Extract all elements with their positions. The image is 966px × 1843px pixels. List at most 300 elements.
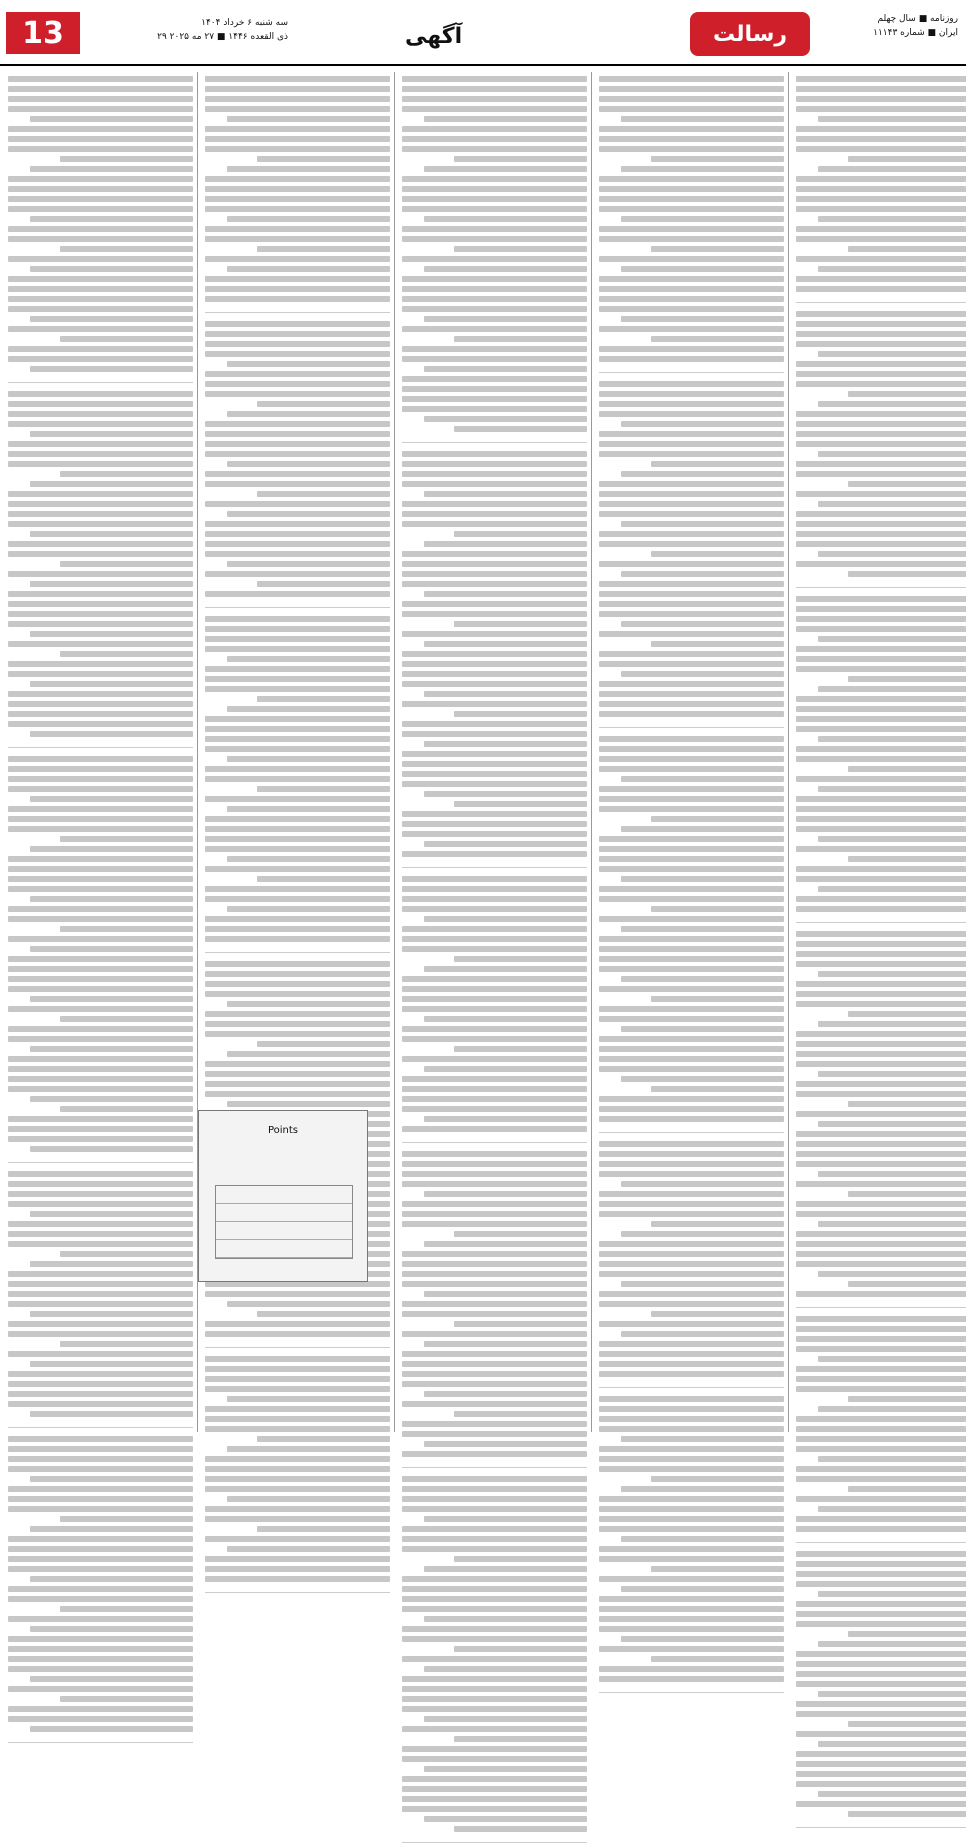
notice-text-line — [402, 946, 587, 952]
notice-text-line — [651, 1221, 784, 1227]
notice-text-line — [599, 896, 784, 902]
notice-text-line — [205, 1426, 390, 1432]
stamp-coordinate-grid — [215, 1185, 353, 1259]
notice-text-line — [8, 1221, 193, 1227]
notice-text-line — [454, 1736, 587, 1742]
notice-text-line — [621, 876, 784, 882]
notice-text-line — [205, 1456, 390, 1462]
notice-text-line — [796, 1161, 966, 1167]
notice-text-line — [402, 561, 587, 567]
notice-text-line — [227, 1301, 390, 1307]
notice-text-line — [424, 1441, 587, 1447]
notice-text-line — [8, 1456, 193, 1462]
notice-text-line — [424, 1616, 587, 1622]
notice-text-line — [599, 1361, 784, 1367]
legal-notice — [8, 391, 193, 748]
notice-text-line — [60, 836, 193, 842]
notice-text-line — [205, 846, 390, 852]
notice-text-line — [8, 1401, 193, 1407]
notice-text-line — [599, 846, 784, 852]
notice-text-line — [402, 1776, 587, 1782]
notice-text-line — [818, 216, 966, 222]
notice-text-line — [424, 916, 587, 922]
notice-text-line — [8, 196, 193, 202]
notice-text-line — [8, 236, 193, 242]
notice-text-line — [599, 1646, 784, 1652]
notice-text-line — [818, 1221, 966, 1227]
notice-text-line — [599, 756, 784, 762]
notice-text-line — [205, 126, 390, 132]
notice-text-line — [621, 266, 784, 272]
notice-text-line — [796, 146, 966, 152]
notice-text-line — [796, 1316, 966, 1322]
notice-text-line — [60, 1516, 193, 1522]
legal-notice — [205, 76, 390, 313]
notice-text-line — [599, 356, 784, 362]
notice-text-line — [796, 1526, 966, 1532]
notice-text-line — [796, 746, 966, 752]
notice-text-line — [205, 1416, 390, 1422]
notice-text-line — [30, 431, 193, 437]
notice-text-line — [205, 616, 390, 622]
notice-text-line — [402, 1486, 587, 1492]
notice-text-line — [599, 256, 784, 262]
notice-text-line — [402, 1401, 587, 1407]
notice-text-line — [60, 561, 193, 567]
notice-text-line — [257, 156, 390, 162]
notice-text-line — [796, 276, 966, 282]
notice-text-line — [8, 776, 193, 782]
notice-text-line — [599, 1351, 784, 1357]
notice-text-line — [8, 1351, 193, 1357]
notice-text-line — [796, 931, 966, 937]
notice-text-line — [599, 691, 784, 697]
notice-text-line — [818, 266, 966, 272]
notice-text-line — [796, 1386, 966, 1392]
notice-text-line — [599, 986, 784, 992]
notice-text-line — [30, 896, 193, 902]
notice-text-line — [8, 1586, 193, 1592]
notice-text-line — [424, 641, 587, 647]
notice-text-line — [402, 306, 587, 312]
notice-text-line — [796, 421, 966, 427]
notice-text-line — [402, 501, 587, 507]
notice-text-line — [796, 846, 966, 852]
notice-text-line — [205, 1011, 390, 1017]
notice-text-line — [402, 831, 587, 837]
notice-text-line — [796, 1051, 966, 1057]
notice-text-line — [205, 766, 390, 772]
notice-text-line — [848, 156, 966, 162]
notice-text-line — [599, 1056, 784, 1062]
notice-text-line — [796, 806, 966, 812]
notice-text-line — [402, 1786, 587, 1792]
notice-text-line — [599, 1556, 784, 1562]
notice-text-line — [599, 1576, 784, 1582]
notice-text-line — [402, 1706, 587, 1712]
notice-text-line — [621, 1181, 784, 1187]
notice-text-line — [402, 1281, 587, 1287]
notice-text-line — [796, 706, 966, 712]
notice-text-line — [402, 126, 587, 132]
notice-text-line — [621, 116, 784, 122]
notice-text-line — [599, 1151, 784, 1157]
notice-text-line — [30, 1146, 193, 1152]
notice-text-line — [402, 276, 587, 282]
notice-text-line — [796, 1291, 966, 1297]
newspaper-logo: رسالت — [690, 12, 810, 56]
notice-text-line — [599, 966, 784, 972]
notice-text-line — [848, 1281, 966, 1287]
notice-text-line — [651, 336, 784, 342]
notice-text-line — [424, 1516, 587, 1522]
notice-text-line — [227, 511, 390, 517]
notice-text-line — [848, 766, 966, 772]
notice-text-line — [599, 1341, 784, 1347]
notice-text-line — [8, 766, 193, 772]
notice-text-line — [599, 1496, 784, 1502]
notice-text-line — [8, 1126, 193, 1132]
notice-text-line — [599, 286, 784, 292]
notice-text-line — [848, 1486, 966, 1492]
notice-text-line — [8, 866, 193, 872]
notice-text-line — [621, 1636, 784, 1642]
notice-text-line — [424, 1241, 587, 1247]
notice-text-line — [205, 96, 390, 102]
notice-text-line — [796, 616, 966, 622]
notice-text-line — [796, 826, 966, 832]
notice-text-line — [818, 1121, 966, 1127]
notice-text-line — [30, 581, 193, 587]
notice-text-line — [402, 186, 587, 192]
notice-text-line — [454, 801, 587, 807]
notice-text-line — [205, 551, 390, 557]
notice-text-line — [8, 326, 193, 332]
meta-line-1: روزنامه ■ سال چهلم — [877, 14, 958, 24]
notice-text-line — [796, 1181, 966, 1187]
notice-text-line — [402, 206, 587, 212]
notice-text-line — [8, 1241, 193, 1247]
notice-text-line — [848, 1811, 966, 1817]
notice-text-line — [796, 1366, 966, 1372]
notice-text-line — [205, 626, 390, 632]
notice-text-line — [8, 611, 193, 617]
notice-text-line — [402, 1261, 587, 1267]
notice-text-line — [227, 461, 390, 467]
notice-text-line — [8, 1116, 193, 1122]
notice-text-line — [205, 86, 390, 92]
notice-text-line — [848, 391, 966, 397]
notice-text-line — [599, 126, 784, 132]
notice-text-line — [424, 1391, 587, 1397]
notice-text-line — [60, 1251, 193, 1257]
notice-text-line — [205, 836, 390, 842]
notice-text-line — [402, 1626, 587, 1632]
notice-text-line — [8, 1486, 193, 1492]
notice-text-line — [205, 1021, 390, 1027]
notice-text-line — [818, 836, 966, 842]
notice-text-line — [818, 116, 966, 122]
notice-text-line — [848, 1721, 966, 1727]
legal-notice — [796, 1551, 966, 1828]
notice-text-line — [30, 846, 193, 852]
notice-text-line — [227, 1101, 390, 1107]
notice-text-line — [402, 1656, 587, 1662]
notice-text-line — [818, 351, 966, 357]
notice-text-line — [424, 691, 587, 697]
notice-text-line — [402, 1506, 587, 1512]
notice-text-line — [402, 1026, 587, 1032]
notice-text-line — [30, 216, 193, 222]
notice-text-line — [599, 501, 784, 507]
notice-text-line — [8, 346, 193, 352]
notice-text-line — [8, 966, 193, 972]
notice-text-line — [8, 1301, 193, 1307]
notice-text-line — [424, 166, 587, 172]
notice-text-line — [205, 636, 390, 642]
notice-text-line — [8, 1636, 193, 1642]
notice-text-line — [257, 246, 390, 252]
notice-text-line — [599, 1526, 784, 1532]
notice-text-line — [8, 1191, 193, 1197]
notice-text-line — [257, 696, 390, 702]
notice-text-line — [796, 226, 966, 232]
notice-text-line — [599, 1606, 784, 1612]
notice-text-line — [402, 1371, 587, 1377]
notice-text-line — [8, 186, 193, 192]
notice-text-line — [8, 1706, 193, 1712]
notice-text-line — [599, 1396, 784, 1402]
notice-text-line — [796, 86, 966, 92]
date-line-persian: سه شنبه ۶ خرداد ۱۴۰۴ — [201, 18, 288, 28]
notice-text-line — [796, 1781, 966, 1787]
notice-text-line — [227, 216, 390, 222]
notice-text-line — [424, 741, 587, 747]
notice-text-line — [8, 391, 193, 397]
notice-text-line — [402, 1171, 587, 1177]
notice-text-line — [8, 1546, 193, 1552]
notice-text-line — [402, 1161, 587, 1167]
notice-text-line — [8, 986, 193, 992]
notice-text-line — [205, 286, 390, 292]
notice-text-line — [8, 711, 193, 717]
notice-text-line — [796, 1761, 966, 1767]
notice-text-line — [424, 591, 587, 597]
notice-text-line — [818, 451, 966, 457]
notice-text-line — [205, 1331, 390, 1337]
notice-text-line — [796, 1416, 966, 1422]
notice-text-line — [205, 936, 390, 942]
notice-text-line — [796, 311, 966, 317]
notice-text-line — [205, 676, 390, 682]
notice-text-line — [227, 656, 390, 662]
notice-text-line — [796, 196, 966, 202]
notice-text-line — [818, 166, 966, 172]
notice-text-line — [599, 1106, 784, 1112]
notice-text-line — [8, 356, 193, 362]
notice-text-line — [818, 1171, 966, 1177]
notice-text-line — [30, 366, 193, 372]
notice-text-line — [402, 771, 587, 777]
notice-text-line — [402, 1251, 587, 1257]
notice-text-line — [848, 1101, 966, 1107]
notice-text-line — [205, 666, 390, 672]
notice-text-line — [621, 621, 784, 627]
notice-text-line — [454, 956, 587, 962]
notice-text-line — [424, 316, 587, 322]
notice-text-line — [424, 1066, 587, 1072]
notice-text-line — [30, 1361, 193, 1367]
notice-text-line — [30, 166, 193, 172]
legal-notice — [8, 76, 193, 383]
notice-text-line — [796, 136, 966, 142]
notice-text-line — [8, 176, 193, 182]
notice-text-line — [621, 521, 784, 527]
notice-text-line — [402, 236, 587, 242]
notice-text-line — [205, 1556, 390, 1562]
notice-text-line — [796, 1346, 966, 1352]
notice-text-line — [227, 116, 390, 122]
notice-text-line — [796, 1701, 966, 1707]
notice-text-line — [424, 491, 587, 497]
notice-text-line — [402, 986, 587, 992]
notice-text-line — [205, 381, 390, 387]
notice-text-line — [8, 826, 193, 832]
notice-text-line — [424, 216, 587, 222]
notice-text-line — [8, 956, 193, 962]
notice-text-line — [402, 1746, 587, 1752]
notice-text-line — [599, 1241, 784, 1247]
notice-text-line — [8, 1136, 193, 1142]
notice-text-line — [424, 1666, 587, 1672]
notice-text-line — [402, 851, 587, 857]
notice-text-line — [599, 956, 784, 962]
notice-text-line — [848, 1631, 966, 1637]
notice-text-line — [205, 1486, 390, 1492]
notice-text-line — [205, 76, 390, 82]
notice-text-line — [30, 1096, 193, 1102]
legal-notice — [8, 756, 193, 1163]
notice-text-line — [402, 751, 587, 757]
notice-text-line — [796, 1561, 966, 1567]
notice-text-line — [796, 866, 966, 872]
legal-notice — [796, 311, 966, 588]
notice-text-line — [599, 1301, 784, 1307]
notice-text-line — [402, 721, 587, 727]
notice-text-line — [8, 1716, 193, 1722]
notice-text-line — [599, 681, 784, 687]
notice-text-line — [796, 361, 966, 367]
notice-text-line — [599, 1626, 784, 1632]
notice-text-line — [205, 726, 390, 732]
notice-text-line — [621, 1076, 784, 1082]
notice-text-line — [424, 966, 587, 972]
notice-text-line — [599, 1466, 784, 1472]
notice-text-line — [424, 1566, 587, 1572]
notice-text-line — [796, 1601, 966, 1607]
notice-text-line — [818, 1271, 966, 1277]
notice-text-line — [796, 961, 966, 967]
notice-text-line — [205, 1356, 390, 1362]
notice-text-line — [402, 1086, 587, 1092]
notice-text-line — [402, 511, 587, 517]
notice-text-line — [796, 371, 966, 377]
notice-text-line — [8, 306, 193, 312]
notice-text-line — [402, 1686, 587, 1692]
notice-text-line — [205, 481, 390, 487]
notice-text-line — [8, 876, 193, 882]
notice-text-line — [599, 451, 784, 457]
notice-text-line — [402, 521, 587, 527]
notice-text-line — [796, 991, 966, 997]
notice-text-line — [796, 1551, 966, 1557]
notice-text-line — [848, 676, 966, 682]
notice-text-line — [796, 1496, 966, 1502]
notice-text-line — [30, 996, 193, 1002]
notice-text-line — [205, 816, 390, 822]
notice-text-line — [402, 601, 587, 607]
notice-text-line — [599, 766, 784, 772]
notice-text-line — [8, 916, 193, 922]
notice-text-line — [599, 1201, 784, 1207]
notice-text-line — [402, 631, 587, 637]
notice-text-line — [818, 1741, 966, 1747]
notice-text-line — [402, 1036, 587, 1042]
notice-text-line — [424, 791, 587, 797]
notice-text-line — [796, 1661, 966, 1667]
notice-text-line — [599, 1371, 784, 1377]
notice-text-line — [8, 691, 193, 697]
notice-text-line — [818, 971, 966, 977]
column-1 — [796, 72, 966, 1432]
notice-text-line — [30, 1046, 193, 1052]
notice-text-line — [8, 571, 193, 577]
notice-text-line — [796, 656, 966, 662]
notice-text-line — [818, 501, 966, 507]
notice-text-line — [205, 926, 390, 932]
notice-text-line — [818, 1356, 966, 1362]
notice-text-line — [599, 1036, 784, 1042]
notice-text-line — [621, 1331, 784, 1337]
notice-text-line — [796, 1141, 966, 1147]
notice-text-line — [205, 1536, 390, 1542]
notice-text-line — [599, 1416, 784, 1422]
notice-text-line — [8, 1271, 193, 1277]
notice-text-line — [796, 696, 966, 702]
notice-text-line — [402, 581, 587, 587]
notice-text-line — [257, 876, 390, 882]
notice-text-line — [205, 1406, 390, 1412]
notice-text-line — [599, 1446, 784, 1452]
notice-text-line — [402, 1006, 587, 1012]
notice-text-line — [599, 346, 784, 352]
notice-text-line — [8, 226, 193, 232]
notice-text-line — [454, 1321, 587, 1327]
notice-text-line — [205, 1061, 390, 1067]
notice-text-line — [8, 76, 193, 82]
notice-text-line — [796, 896, 966, 902]
notice-text-line — [205, 136, 390, 142]
notice-text-line — [402, 1796, 587, 1802]
notice-text-line — [402, 1096, 587, 1102]
notice-text-line — [599, 226, 784, 232]
issue-meta — [840, 12, 958, 40]
notice-text-line — [205, 106, 390, 112]
notice-text-line — [8, 1066, 193, 1072]
notice-text-line — [599, 1141, 784, 1147]
notice-text-line — [8, 1291, 193, 1297]
notice-text-line — [8, 1391, 193, 1397]
